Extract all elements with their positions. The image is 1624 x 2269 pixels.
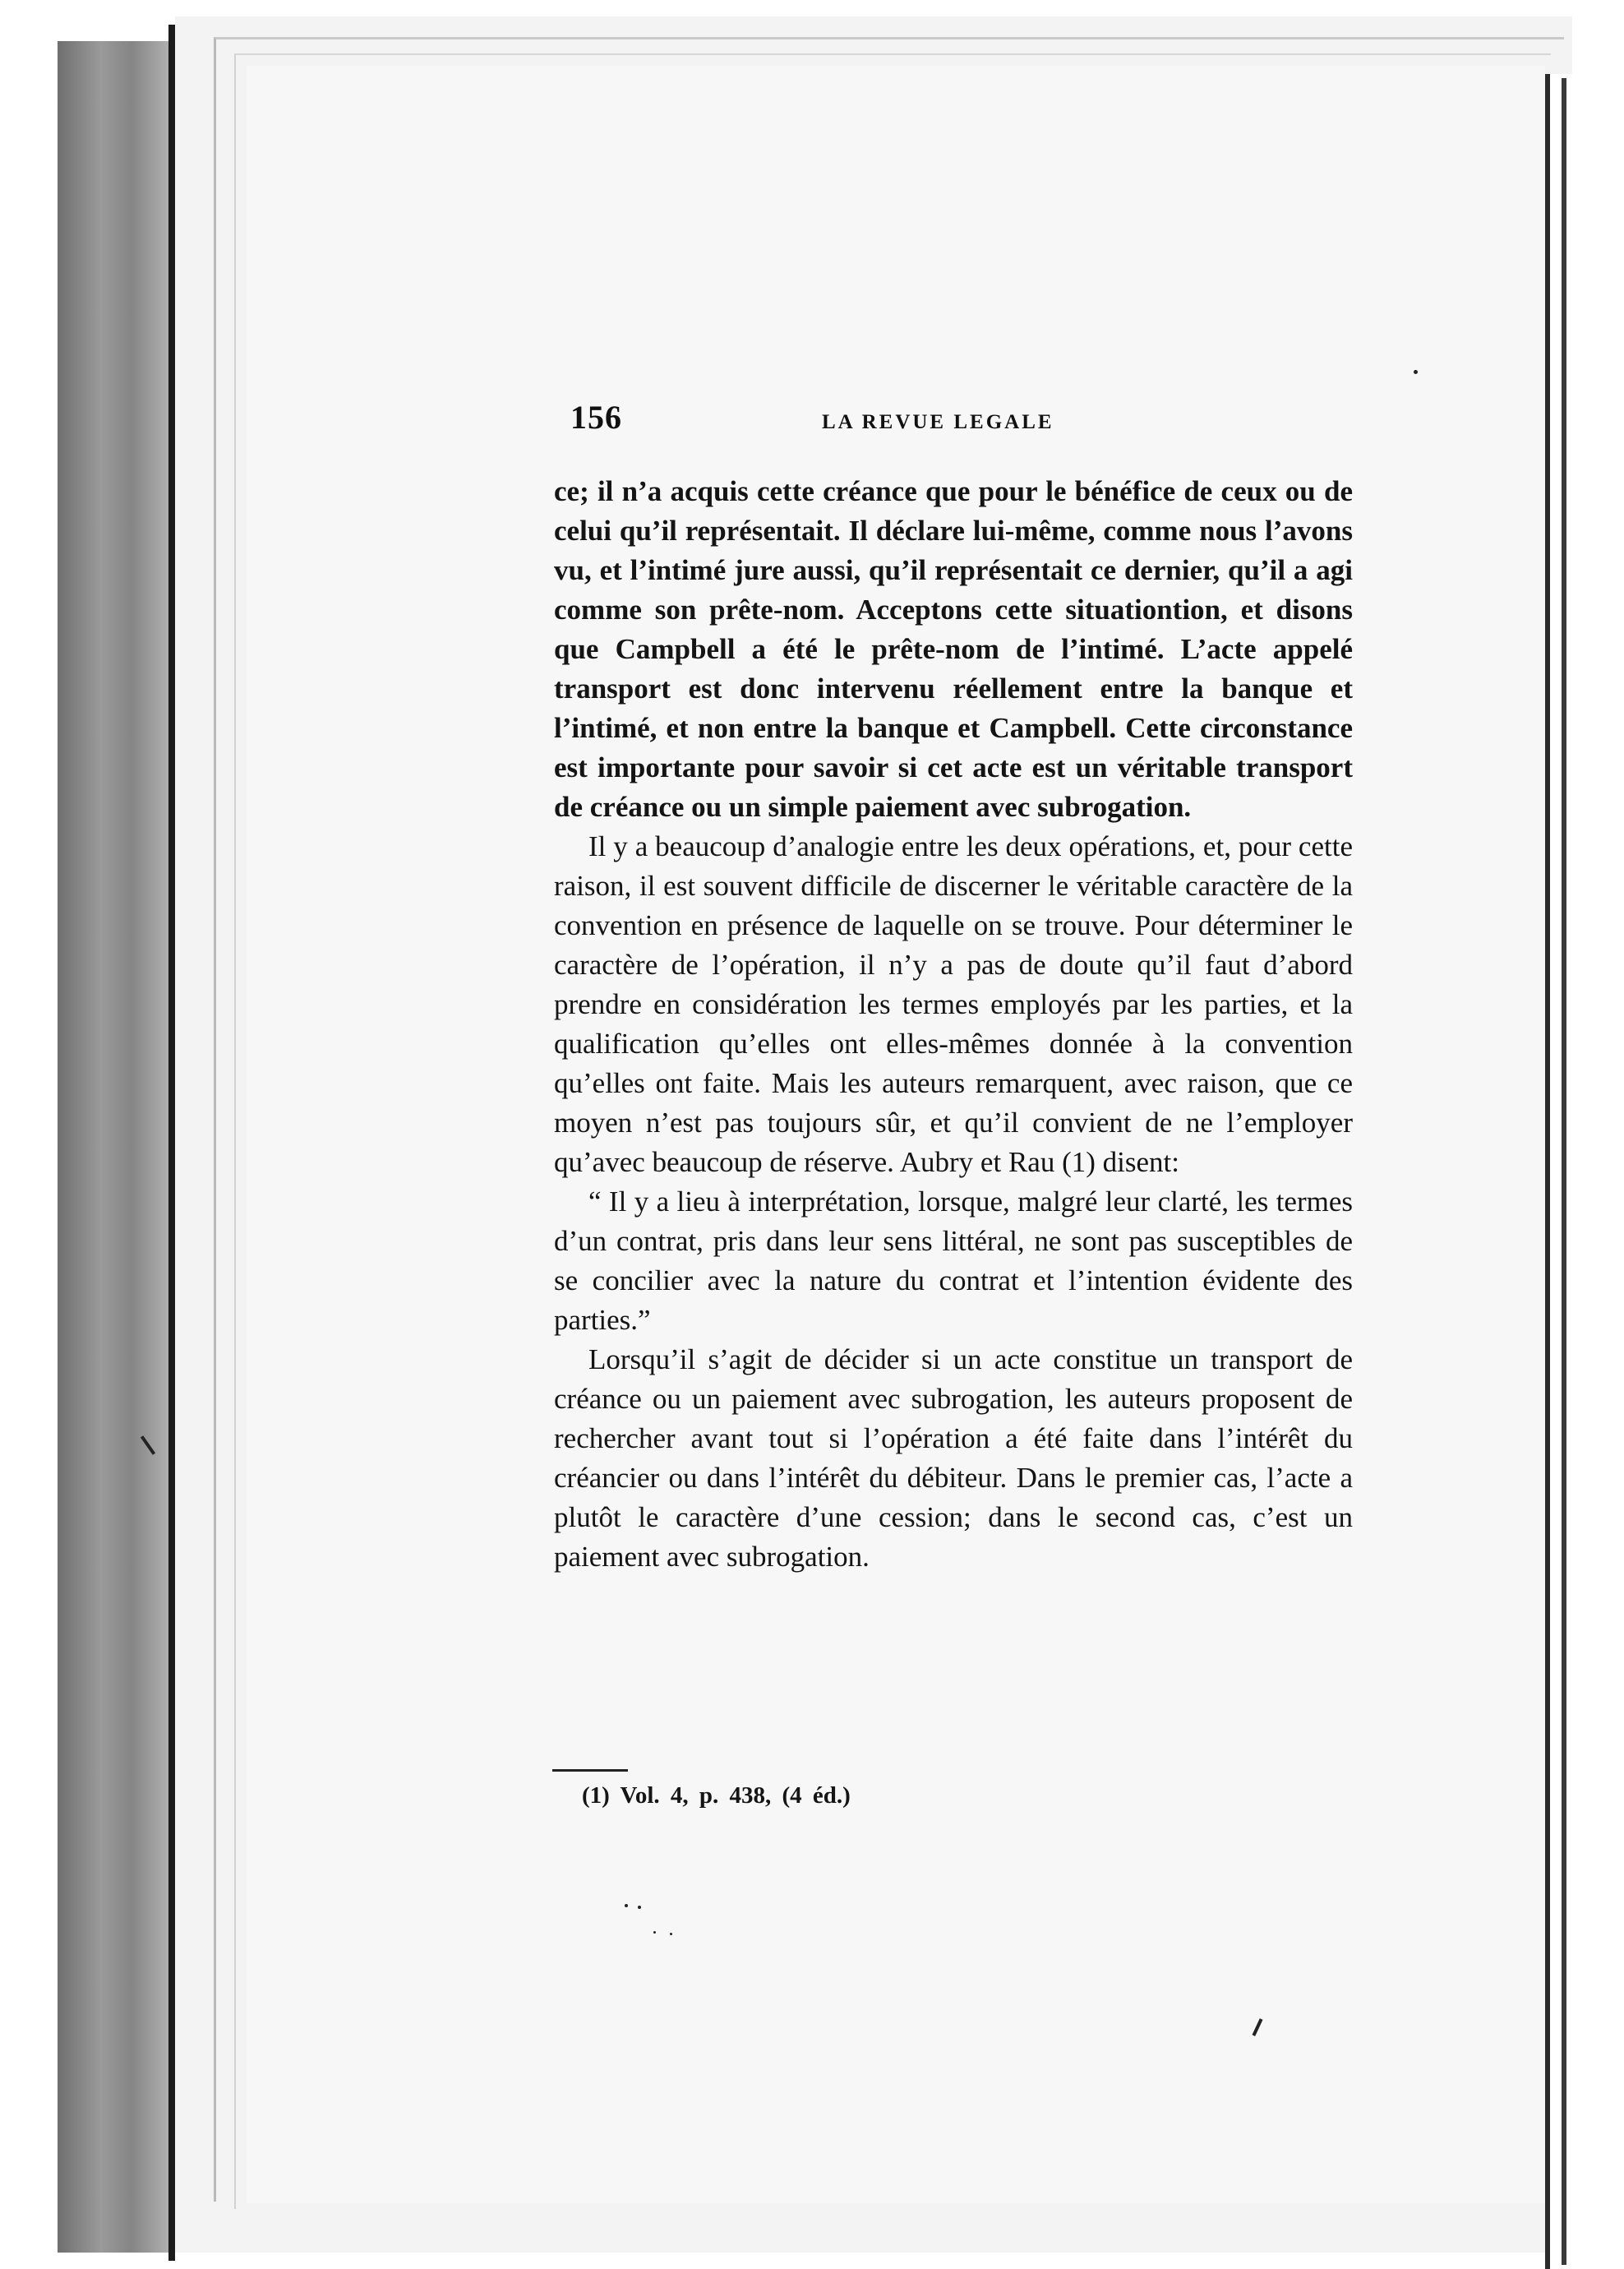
scan-speck bbox=[638, 1906, 641, 1909]
spine-shadow bbox=[168, 25, 175, 2261]
facing-page-shadow bbox=[1562, 78, 1566, 2265]
body-text bbox=[554, 472, 1353, 1577]
facing-page-edge bbox=[1545, 74, 1624, 2269]
scan-speck bbox=[1414, 370, 1418, 374]
book-spine-edge bbox=[58, 41, 181, 2253]
page-number: 156 bbox=[570, 399, 622, 436]
running-head: LA REVUE LEGALE bbox=[822, 411, 1054, 433]
scan-speck bbox=[653, 1931, 656, 1934]
paragraph-3: Lorsqu’il s’agit de décider si un acte constitue un transport de créance ou un paiement avec subrogation, les auteurs proposent de rechercher avant tout si l’opération a été faite dans l’intérêt du créancier ou dans l’intérêt du débiteur. Dans le premier cas, l’acte a plutôt le caractère d’une cession; dans le second cas, c’est un paiement avec subrogation. bbox=[554, 1343, 1353, 1573]
quotation: “ Il y a lieu à interprétation, lorsque, malgré leur clarté, les termes d’un contrat, pris dans leur sens littéral, ne sont pas susceptibles de se concilier avec la nature du contrat et l’intention évidente des parties.” bbox=[554, 1185, 1353, 1336]
paragraph-1: ce; il n’a acquis cette créance que pour le bénéfice de ceux ou de celui qu’il représentait. Il déclare lui-même, comme nous l’avons vu, et l’intimé jure aussi, qu’il représentait ce dernier, qu’il a agi comme son prête-nom. Acceptons cette situationtion, et disons que Campbell a été le prête-nom de l’intimé. L’acte appelé transport est donc intervenu réellement entre la banque et l’intimé, et non entre la banque et Campbell. Cette circonstance est importante pour savoir si cet acte est un véritable transport de créance ou un simple paiement avec subrogation. bbox=[554, 475, 1353, 823]
scan-speck bbox=[625, 1904, 628, 1907]
footnote-rule bbox=[552, 1769, 628, 1772]
page-header bbox=[570, 398, 1359, 439]
scan-speck bbox=[670, 1933, 672, 1935]
footnote: (1) Vol. 4, p. 438, (4 éd.) bbox=[582, 1782, 851, 1809]
paragraph-2: Il y a beaucoup d’analogie entre les deux opérations, et, pour cette raison, il est souvent difficile de discerner le véritable caractère de la convention en présence de laquelle on se trouve. Pour déterminer le caractère de l’opération, il n’y a pas de doute qu’il faut d’abord prendre en considération les termes employés par les parties, et la qualification qu’elles ont elles-mêmes donnée à la convention qu’elles ont faite. Mais les auteurs remarquent, avec raison, que ce moyen n’est pas toujours sûr, et qu’il convient de ne l’employer qu’avec beaucoup de réserve. Aubry et Rau (1) disent: bbox=[554, 830, 1353, 1178]
